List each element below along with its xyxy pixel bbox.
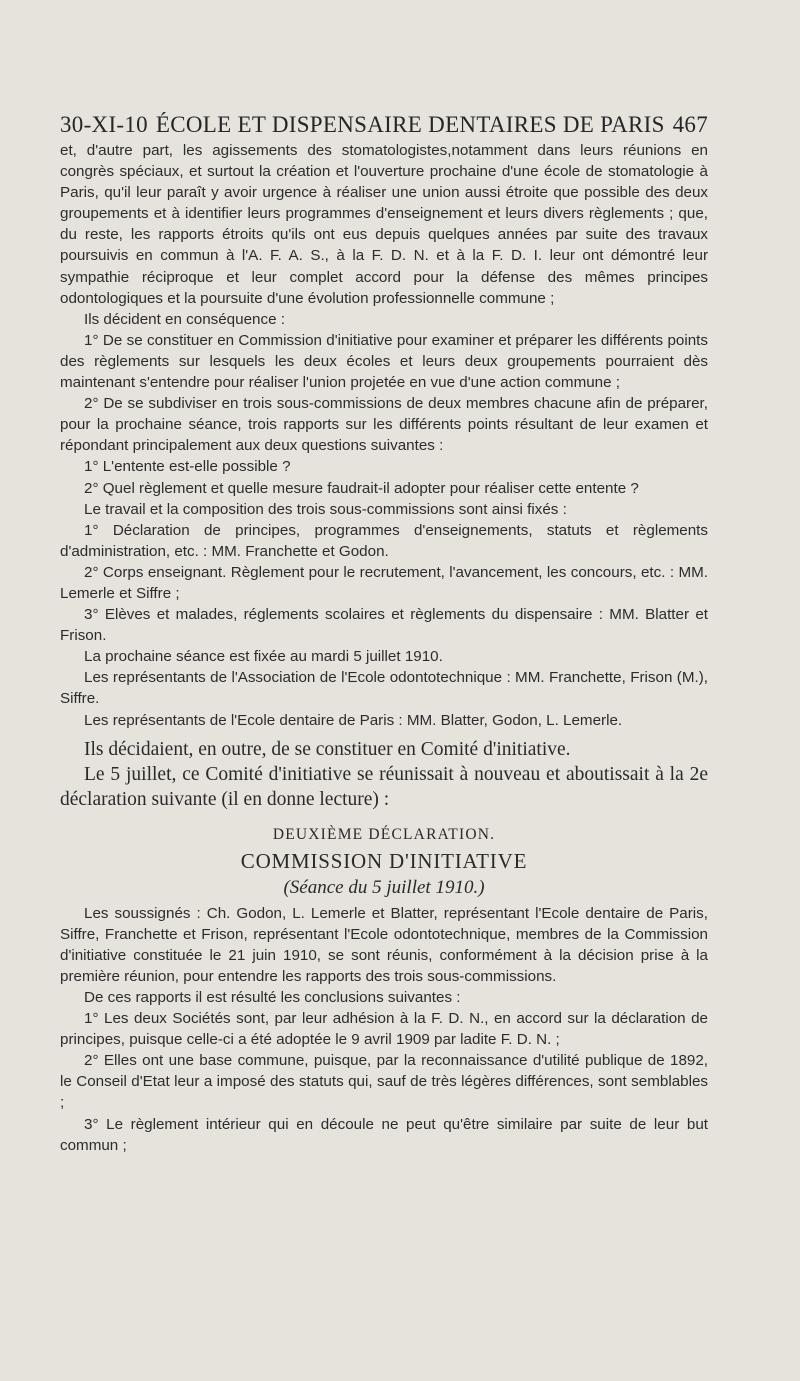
declaration-heading: DEUXIÈME DÉCLARATION.	[272, 825, 496, 843]
paragraph: 2° Corps enseignant. Règlement pour le recrutement, l'avancement, les concours, etc. : MM. Lemerle et Siffre ;	[60, 563, 708, 602]
paragraph: Le travail et la composition des trois sous-commissions sont ainsi fixés :	[84, 500, 567, 518]
paragraph: 3° Elèves et malades, réglements scolaires et règlements du dispensaire : MM. Blatter et Frison.	[60, 606, 708, 645]
paragraph: 2° De se subdiviser en trois sous-commissions de deux membres chacune afin de préparer, pour la prochaine séance, trois rapports sur les différents points résultant de leur examen et répondant principalement aux deux questions suivantes :	[60, 395, 708, 455]
paragraph: 2° Elles ont une base commune, puisque, par la reconnaissance d'utilité publique de 1892, le Conseil d'Etat leur a imposé des statuts qui, sauf de très légères différences, sont semblables ;	[60, 1052, 708, 1112]
paragraph: 2° Quel règlement et quelle mesure faudrait-il adopter pour réaliser cette entente ?	[84, 479, 639, 497]
header-title: ÉCOLE ET DISPENSAIRE DENTAIRES DE PARIS	[155, 112, 665, 137]
paragraph: Ils décidaient, en outre, de se constituer en Comité d'initiative.	[84, 738, 571, 760]
paragraph: La prochaine séance est fixée au mardi 5 juillet 1910.	[84, 648, 443, 666]
section-heading	[60, 826, 708, 899]
seance-subheading: (Séance du 5 juillet 1910.)	[283, 876, 485, 898]
header-date: 30-XI-10	[60, 112, 148, 137]
paragraph: De ces rapports il est résulté les conclusions suivantes :	[84, 989, 461, 1006]
body-top	[60, 140, 708, 731]
paragraph: Le 5 juillet, ce Comité d'initiative se réunissait à nouveau et aboutissait à la 2e déclaration suivante (il en donne lecture) :	[60, 763, 708, 810]
paragraph: 1° L'entente est-elle possible ?	[84, 458, 291, 476]
paragraph: 1° Déclaration de principes, programmes d'enseignements, statuts et règlements d'administration, etc. : MM. Franchette et Godon.	[60, 521, 708, 560]
page-number: 467	[672, 112, 708, 137]
paragraph: Ils décident en conséquence :	[84, 310, 285, 328]
paragraph: 1° Les deux Sociétés sont, par leur adhésion à la F. D. N., en accord sur la déclaration de principes, puisque celle-ci a été adoptée le 9 avril 1909 par ladite F. D. N. ;	[60, 1010, 708, 1049]
paragraph: 1° De se constituer en Commission d'initiative pour examiner et préparer les différents points des règlements sur lesquels les deux écoles et leurs deux groupements pourraient dès maintenant s'entendre pour réaliser l'union projetée en vue d'une action commune ;	[60, 331, 708, 392]
body-bottom	[60, 903, 708, 1156]
running-header	[60, 112, 708, 138]
paragraph: Les soussignés : Ch. Godon, L. Lemerle et Blatter, représentant l'Ecole dentaire de Paris, Siffre, Franchette et Frison, représentant l'Ecole odontotechnique, membres de la Commission d'initiative constituée le 21 juin 1910, se sont réunis, conformément à la décision prise à la première réunion, pour entendre les rapports des trois sous-commissions.	[60, 904, 708, 985]
paragraph: Les représentants de l'Ecole dentaire de Paris : MM. Blatter, Godon, L. Lemerle.	[84, 711, 623, 729]
commission-heading: COMMISSION D'INITIATIVE	[240, 848, 528, 873]
paragraph: 3° Le règlement intérieur qui en découle ne peut qu'être similaire par suite de leur but commun ;	[60, 1115, 708, 1154]
paragraph: et, d'autre part, les agissements des stomatologistes,notamment dans leurs réunions en congrès spéciaux, et surtout la création et l'ouverture prochaine d'une école de stomatologie à Paris, qu'il leur paraît y avoir urgence à réaliser une union aussi étroite que possible des deux groupements et à identifier leurs programmes d'enseignement et leurs divers règlements ; que, du reste, les rapports étroits qu'ils ont eus depuis quelques années par suite des travaux poursuivis en commun à l'A. F. A. S., à la F. D. N. et à la F. D. I. leur ont démontré leur sympathie réciproque et leur complet accord pour la défense des mêmes principes odontologiques et la poursuite d'une évolution professionnelle commune ;	[60, 142, 708, 307]
body-large	[60, 737, 708, 812]
paragraph: Les représentants de l'Association de l'Ecole odontotechnique : MM. Franchette, Frison (M.), Siffre.	[60, 669, 708, 708]
